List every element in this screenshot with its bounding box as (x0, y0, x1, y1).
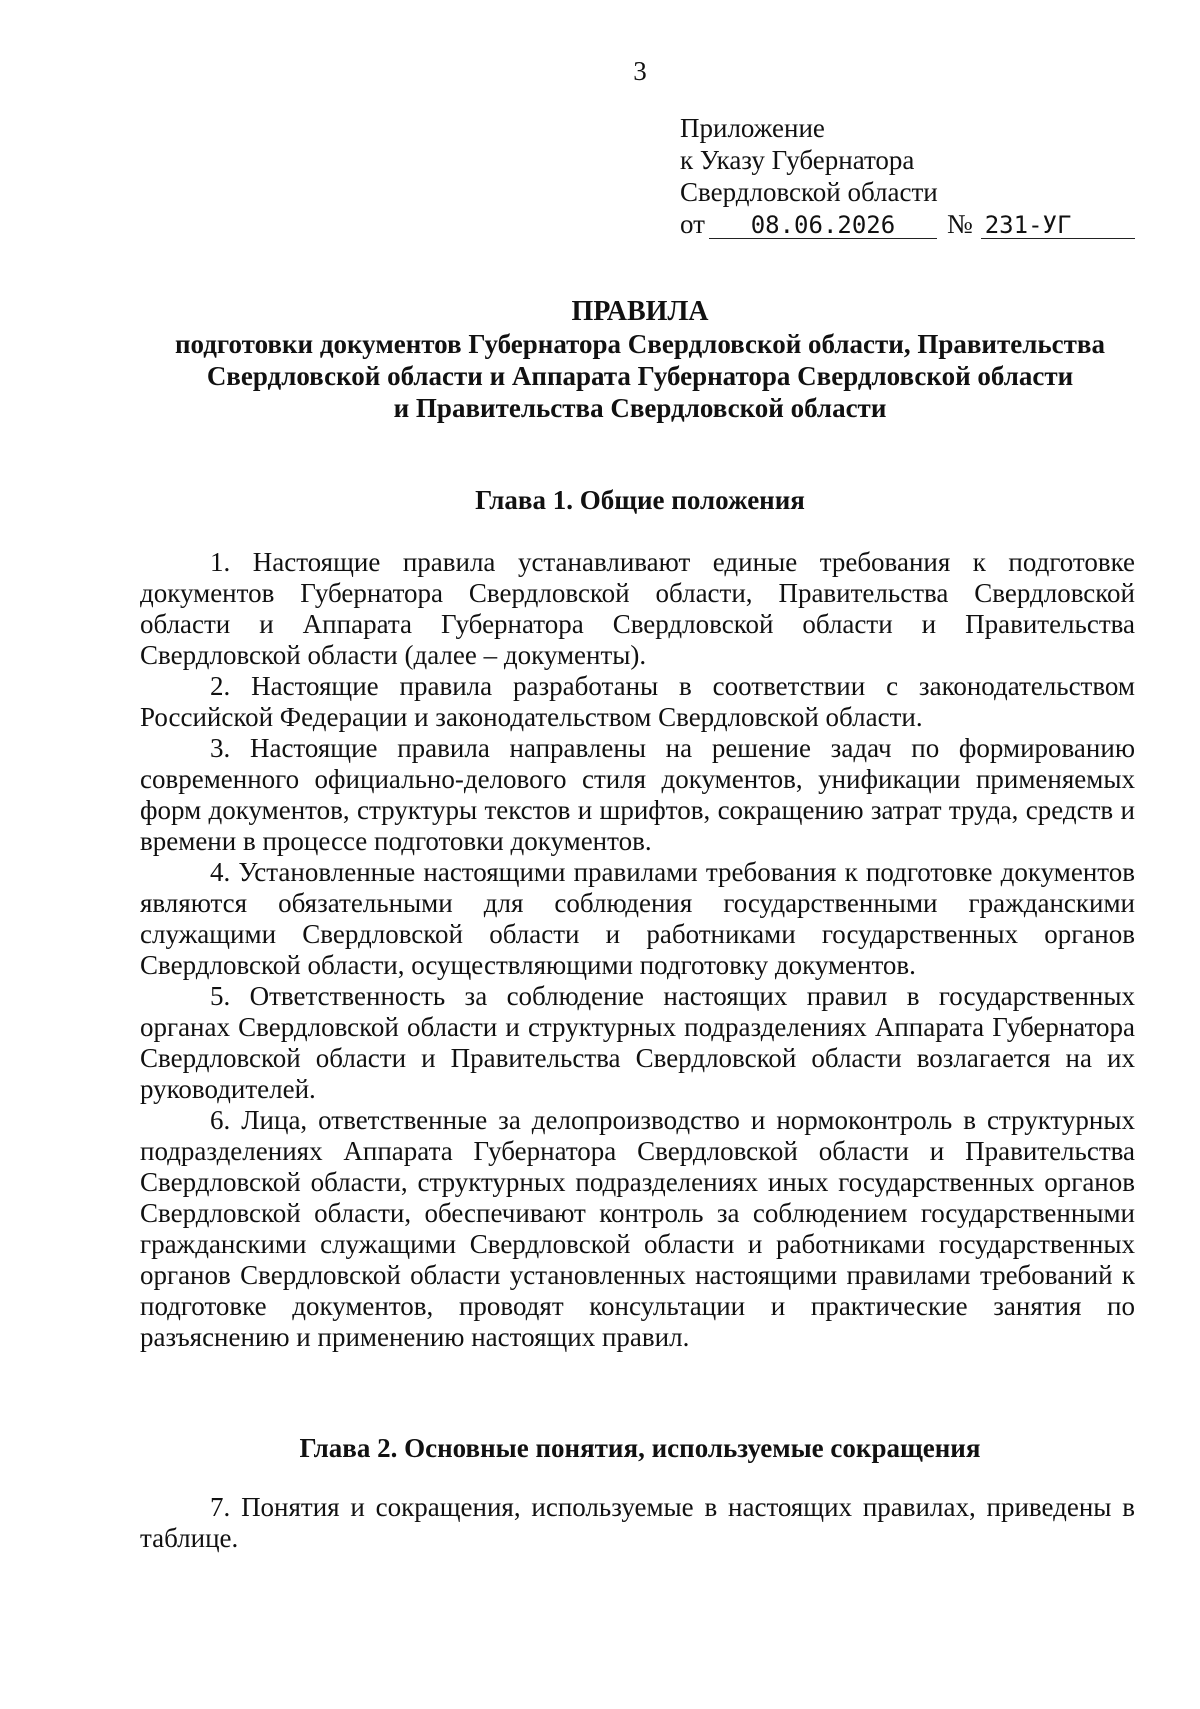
title-main: ПРАВИЛА (571, 296, 709, 327)
decree-number: 231-УГ (981, 212, 1135, 239)
chapter-2-body (140, 1492, 1135, 1554)
paragraph-5: 5. Ответственность за соблюдение настоящих правил в государственных органах Свердловской области и структурных подразделениях Аппарата Губернатора Свердловской области и Правительства Свердловской области возлагается на их руководителей. (140, 981, 1135, 1104)
chapter-1-body (140, 547, 1135, 1353)
paragraph-2: 2. Настоящие правила разработаны в соответствии с законодательством Российской Федерации и законодательством Свердловской области. (140, 671, 1135, 732)
title-line-1: подготовки документов Губернатора Свердловской области, Правительства (175, 329, 1105, 359)
appendix-line-1: Приложение (680, 113, 825, 143)
title-line-3: и Правительства Свердловской области (393, 393, 887, 423)
chapter-2-heading: Глава 2. Основные понятия, используемые сокращения (299, 1433, 981, 1463)
number-sign: № (946, 209, 973, 239)
title-line-2: Свердловской области и Аппарата Губернатора Свердловской области (206, 361, 1074, 391)
paragraph-4: 4. Установленные настоящими правилами требования к подготовке документов являются обязательными для соблюдения государственными гражданскими служащими Свердловской области и работниками государственных органов Свердловской области, осуществляющими подготовку документов. (140, 857, 1135, 980)
decree-date: 08.06.2026 (709, 212, 937, 239)
paragraph-6: 6. Лица, ответственные за делопроизводство и нормоконтроль в структурных подразделениях Аппарата Губернатора Свердловской области и Правительства Свердловской области, структурных подразделениях иных государственных органов Свердловской области, обеспечивают контроль за соблюдением государственными гражданскими служащими Свердловской области и работниками государственных органов Свердловской области установленных настоящими правилами требований к подготовке документов, проводят консультации и практические занятия по разъяснению и применению настоящих правил. (140, 1105, 1135, 1352)
appendix-date-line (680, 208, 1135, 240)
paragraph-1: 1. Настоящие правила устанавливают единые требования к подготовке документов Губернатора Свердловской области, Правительства Свердловской области и Аппарата Губернатора Свердловской области и Правительства Свердловской области (далее – документы). (140, 547, 1135, 670)
chapter-1-heading: Глава 1. Общие положения (475, 485, 805, 515)
appendix-line-3: Свердловской области (680, 177, 938, 207)
ot-label: от (680, 209, 705, 239)
appendix-line-2: к Указу Губернатора (680, 145, 915, 175)
paragraph-3: 3. Настоящие правила направлены на решение задач по формированию современного официально-делового стиля документов, унификации применяемых форм документов, структуры текстов и шрифтов, сокращению затрат труда, средств и времени в процессе подготовки документов. (140, 733, 1135, 856)
page-number: 3 (633, 56, 647, 86)
paragraph-7: 7. Понятия и сокращения, используемые в настоящих правилах, приведены в таблице. (140, 1492, 1135, 1553)
document-title (100, 296, 1180, 424)
appendix-block (680, 112, 1135, 240)
